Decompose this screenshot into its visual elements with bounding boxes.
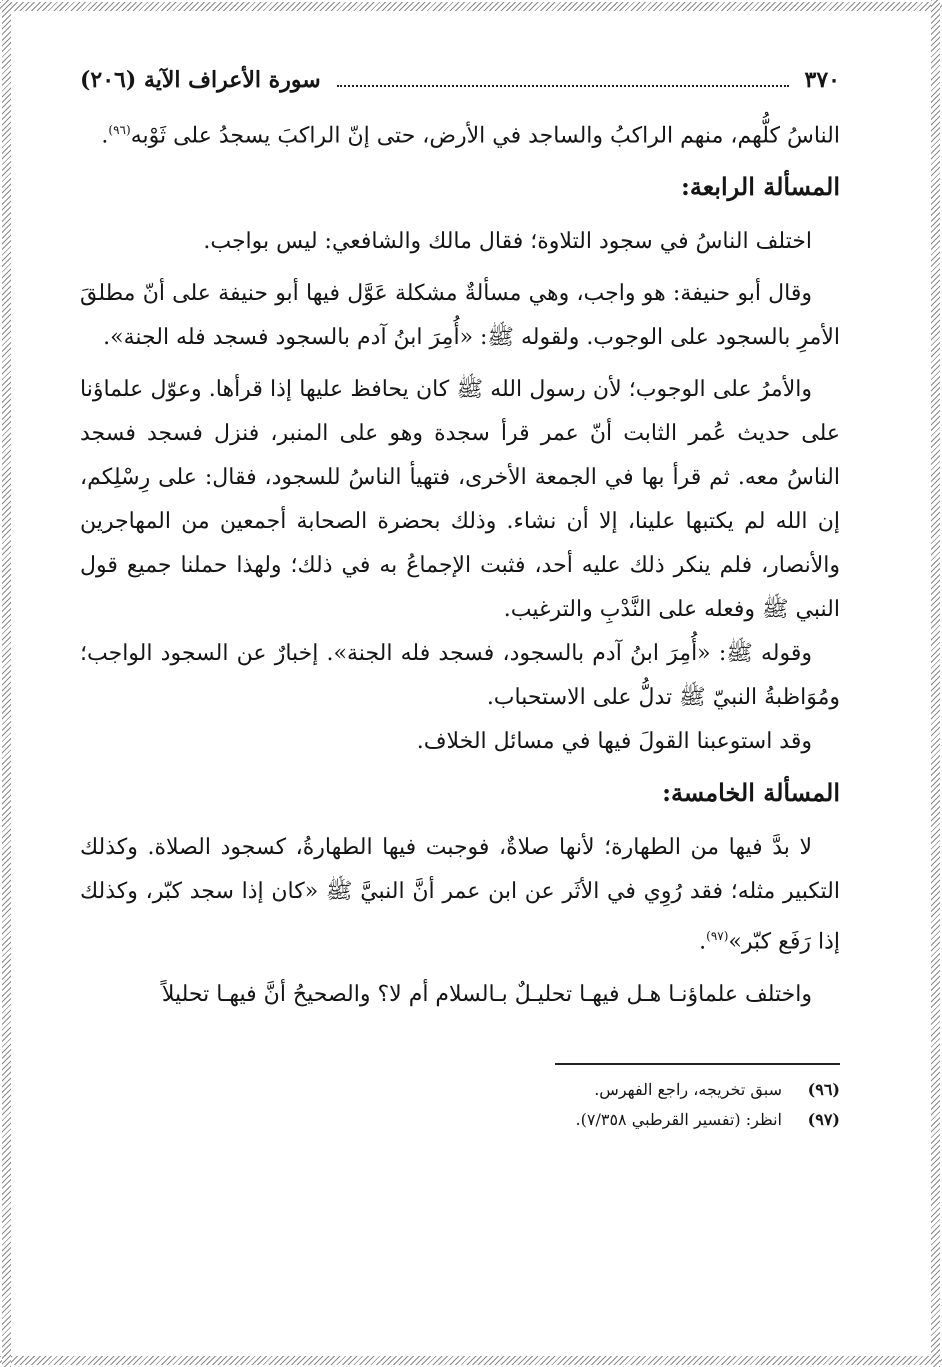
paragraph-1-text: الناسُ كلُّهم، منهم الراكبُ والساجد في الأرض، حتى إنّ الراكبَ يسجدُ على ثَوْبه <box>130 123 840 149</box>
page-border-left <box>2 0 11 1367</box>
footnote-number: (٩٦) <box>807 1079 840 1099</box>
footnote-ref-97: (٩٧) <box>706 929 729 944</box>
footnote-number: (٩٧) <box>807 1109 840 1129</box>
section-title: سورة الأعراف الآية (٢٠٦) <box>80 67 321 93</box>
heading-fifth-issue: المسألة الخامسة: <box>662 778 840 808</box>
page-header <box>80 58 840 102</box>
paragraph-4: والأمرُ على الوجوب؛ لأن رسول الله ﷺ كان يحافظ عليها إذا قرأها. وعوّل علماؤنا على حديث عُمر الثابت أنّ عمر قرأ سجدة وهو على المنبر، فنزل فسجد فسجد الناسُ معه. ثم قرأ بها في الجمعة الأخرى، فتهيأ الناسُ للسجود، فقال: على رِسْلِكم، إن الله لم يكتبها علينا، إلا أن نشاء. وذلك بحضرة الصحابة أجمعين من المهاجرين والأنصار، فلم ينكر ذلك عليه أحد، فثبت الإجماعُ به في ذلك؛ ولهذا حملنا جميع قول النبي ﷺ وفعله على النَّدْبِ والترغيب. <box>80 377 840 623</box>
footnote-97 <box>80 1105 840 1135</box>
paragraph-7-end: . <box>699 929 707 955</box>
heading-fourth-issue: المسألة الرابعة: <box>681 172 840 202</box>
paragraph-5: وقوله ﷺ: «أُمِرَ ابنُ آدم بالسجود، فسجد فله الجنة». إخبارٌ عن السجود الواجب؛ ومُوَاظبةُ النبيّ ﷺ تدلُّ على الاستحباب. <box>80 641 840 711</box>
page-content <box>80 58 840 1318</box>
footnote-text: سبق تخريجه، راجع الفهرس. <box>594 1079 782 1099</box>
paragraph-1-end: . <box>101 123 109 149</box>
paragraph-6: وقد استوعبنا القولَ فيها في مسائل الخلاف. <box>416 729 812 755</box>
paragraph-3: وقال أبو حنيفة: هو واجب، وهي مسألةٌ مشكلة عَوَّل فيها أبو حنيفة على أنّ مطلقَ الأمرِ بالسجود على الوجوب. ولقوله ﷺ: «أُمِرَ ابنُ آدم بالسجود فسجد فله الجنة». <box>80 281 840 351</box>
paragraph-8: واختلف علماؤنـا هـل فيهـا تحليـلٌ بـالسلام أم لا؟ والصحيحُ أنَّ فيهـا تحليلاً <box>161 981 812 1007</box>
page-number: ٣٧٠ <box>804 67 840 93</box>
page-border-top <box>0 2 942 11</box>
page-border-bottom <box>0 1356 942 1365</box>
footnote-96 <box>80 1075 840 1105</box>
footnote-ref-96: (٩٦) <box>108 123 131 137</box>
paragraph-2: اختلف الناسُ في سجود التلاوة؛ فقال مالك والشافعي: ليس بواجب. <box>203 229 812 255</box>
page-border-right <box>931 0 940 1367</box>
paragraph-7-text: لا بدَّ فيها من الطهارة؛ لأنها صلاةٌ، فوجبت فيها الطهارةُ، كسجود الصلاة. وكذلك التكبير مثله؛ فقد رُوِي في الأثَر عن ابن عمر أنَّ النبيَّ ﷺ «كان إذا سجد كبّر، وكذلك إذا رَفَع كبّر» <box>80 835 840 955</box>
header-dotted-leader <box>337 84 789 87</box>
paragraph-7 <box>80 826 840 964</box>
paragraph-1 <box>80 108 840 158</box>
footnote-text: انظر: (تفسير القرطبي ٧/٣٥٨). <box>575 1109 782 1129</box>
footnote-separator <box>555 1063 840 1065</box>
